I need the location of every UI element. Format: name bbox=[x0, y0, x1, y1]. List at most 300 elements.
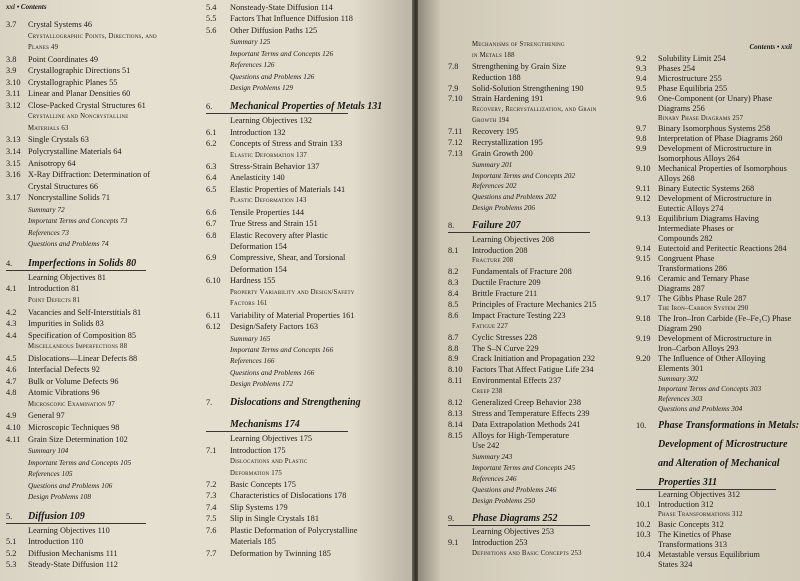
entry-title: Concepts of Stress and Strain 133 bbox=[230, 139, 343, 149]
section-number: 9.13 bbox=[636, 214, 651, 223]
entry-title: Point Defects 81 bbox=[28, 297, 81, 304]
entry-title: References 73 bbox=[28, 227, 69, 237]
entry-title: Dislocations and Plastic bbox=[230, 458, 308, 466]
section-number: 8. bbox=[448, 221, 455, 231]
section-heading bbox=[448, 116, 628, 126]
entry-title: Eutectoid and Peritectic Reactions 284 bbox=[658, 244, 787, 253]
toc-entry bbox=[206, 242, 406, 252]
entry-title: Isomorphous Alloys 264 bbox=[658, 154, 740, 163]
entry-title: Deformation 154 bbox=[230, 242, 287, 252]
toc-entry bbox=[6, 469, 204, 479]
section-number: 3.16 bbox=[6, 170, 21, 180]
section-number: 3.8 bbox=[6, 54, 17, 64]
section-heading bbox=[636, 304, 798, 314]
entry-title: Fracture 208 bbox=[472, 257, 514, 265]
toc-entry bbox=[636, 204, 798, 214]
toc-entry bbox=[636, 274, 798, 284]
toc-entry bbox=[448, 181, 628, 191]
toc-entry bbox=[6, 135, 204, 145]
entry-title: Important Terms and Concepts 202 bbox=[472, 170, 576, 180]
entry-title: Basic Concepts 175 bbox=[230, 479, 296, 489]
entry-title: Properties 311 bbox=[658, 476, 718, 488]
toc-entry bbox=[448, 365, 628, 375]
entry-title: Deformation by Twinning 185 bbox=[230, 548, 331, 558]
toc-entry bbox=[448, 431, 628, 441]
section-number: 4.7 bbox=[6, 376, 17, 386]
toc-entry bbox=[206, 208, 406, 218]
section-number: 8.9 bbox=[448, 354, 459, 364]
section-number: 9.9 bbox=[636, 144, 647, 153]
section-number: 9.6 bbox=[636, 94, 647, 103]
toc-entry bbox=[206, 345, 406, 355]
section-number: 3.13 bbox=[6, 135, 21, 145]
section-number: 4.10 bbox=[6, 423, 21, 433]
section-heading bbox=[448, 51, 628, 61]
entry-title: Development of Microstructure in bbox=[658, 194, 772, 203]
toc-entry bbox=[636, 64, 798, 74]
entry-title: Summary 302 bbox=[658, 374, 699, 383]
toc-entry bbox=[636, 324, 798, 334]
section-number: 4. bbox=[6, 258, 13, 268]
entry-title: Questions and Problems 126 bbox=[230, 71, 315, 81]
entry-title: Imperfections in Solids 80 bbox=[28, 257, 137, 269]
section-number: 6.4 bbox=[206, 173, 217, 183]
toc-entry bbox=[206, 446, 406, 456]
entry-title: Equilibrium Diagrams Having bbox=[658, 214, 759, 223]
toc-entry bbox=[6, 492, 204, 502]
section-number: 8.7 bbox=[448, 332, 459, 342]
toc-entry bbox=[6, 549, 204, 559]
entry-title: Miscellaneous Imperfections 88 bbox=[28, 343, 128, 351]
toc-entry bbox=[448, 441, 628, 451]
section-number: 5.3 bbox=[6, 560, 17, 570]
entry-title: Brittle Fracture 211 bbox=[472, 289, 538, 299]
toc-entry bbox=[636, 194, 798, 204]
section-number: 8.11 bbox=[448, 376, 463, 386]
section-number: 8.4 bbox=[448, 289, 459, 299]
toc-entry bbox=[448, 333, 628, 343]
toc-entry bbox=[636, 284, 798, 294]
toc-entry bbox=[6, 354, 204, 364]
toc-entry bbox=[448, 474, 628, 484]
toc-entry bbox=[636, 500, 798, 510]
entry-title: Crystal Structures 66 bbox=[28, 181, 99, 191]
toc-entry bbox=[636, 254, 798, 264]
section-number: 9.19 bbox=[636, 334, 651, 343]
entry-title: Crystal Systems 46 bbox=[28, 20, 93, 29]
toc-entry bbox=[206, 72, 406, 82]
entry-title: Hardness 155 bbox=[230, 276, 276, 286]
toc-entry bbox=[206, 379, 406, 389]
section-number: 7.8 bbox=[448, 61, 459, 71]
entry-title: References 105 bbox=[28, 469, 73, 479]
toc-entry bbox=[206, 514, 406, 524]
chapter-heading bbox=[206, 102, 406, 112]
section-heading bbox=[636, 114, 798, 124]
section-number: 9.17 bbox=[636, 294, 651, 303]
entry-title: Grain Growth 200 bbox=[472, 148, 533, 158]
toc-entry bbox=[6, 205, 204, 215]
section-number: 6.9 bbox=[206, 253, 217, 263]
section-number: 6.7 bbox=[206, 219, 217, 229]
entry-title: Impurities in Solids 83 bbox=[28, 319, 104, 329]
running-header-left: xxi • Contents bbox=[6, 3, 47, 11]
entry-title: Eutectic Alloys 274 bbox=[658, 204, 724, 213]
entry-title: Reduction 188 bbox=[472, 72, 521, 82]
entry-title: Dislocations and Strengthening bbox=[230, 397, 361, 409]
toc-entry bbox=[636, 530, 798, 540]
toc-entry bbox=[206, 128, 406, 138]
toc-entry bbox=[636, 74, 798, 84]
entry-title: Transformations 313 bbox=[658, 540, 728, 549]
chapter-heading bbox=[636, 421, 798, 431]
entry-title: Summary 72 bbox=[28, 204, 65, 214]
toc-entry bbox=[636, 394, 798, 404]
toc-entry bbox=[448, 94, 628, 104]
entry-title: Transformations 286 bbox=[658, 264, 728, 273]
toc-entry bbox=[636, 560, 798, 570]
entry-title: Other Diffusion Paths 125 bbox=[230, 25, 318, 35]
entry-title: Diagrams 287 bbox=[658, 284, 705, 293]
toc-entry bbox=[206, 60, 406, 70]
toc-entry bbox=[636, 124, 798, 134]
section-heading bbox=[206, 151, 406, 161]
entry-title: Deformation 154 bbox=[230, 264, 287, 274]
entry-title: Definitions and Basic Concepts 253 bbox=[472, 550, 582, 558]
section-number: 8.3 bbox=[448, 278, 459, 288]
section-number: 7.2 bbox=[206, 479, 217, 489]
section-heading bbox=[6, 43, 204, 53]
entry-title: Important Terms and Concepts 126 bbox=[230, 48, 334, 58]
toc-entry bbox=[636, 154, 798, 164]
toc-entry bbox=[636, 404, 798, 414]
section-number: 4.11 bbox=[6, 434, 21, 444]
entry-title: Elastic Properties of Materials 141 bbox=[230, 184, 346, 194]
entry-title: Cyclic Stresses 228 bbox=[472, 332, 537, 342]
chapter-heading bbox=[206, 398, 406, 408]
toc-entry bbox=[636, 164, 798, 174]
entry-title: Interpretation of Phase Diagrams 260 bbox=[658, 134, 783, 143]
chapter-heading bbox=[448, 514, 628, 524]
entry-title: Introduction 312 bbox=[658, 500, 714, 509]
toc-entry bbox=[448, 84, 628, 94]
section-number: 3.7 bbox=[6, 20, 17, 29]
entry-title: Learning Objectives 81 bbox=[28, 272, 106, 282]
section-number: 6.10 bbox=[206, 276, 221, 286]
section-heading bbox=[6, 112, 204, 122]
entry-title: Introduction 175 bbox=[230, 445, 286, 455]
section-number: 9.14 bbox=[636, 244, 651, 253]
chapter-heading bbox=[636, 459, 798, 469]
section-number: 5.2 bbox=[6, 548, 17, 558]
entry-title: Development of Microstructure in bbox=[658, 334, 772, 343]
toc-entry bbox=[448, 398, 628, 408]
section-heading bbox=[448, 40, 628, 50]
toc-entry bbox=[206, 49, 406, 59]
section-number: 4.3 bbox=[6, 319, 17, 329]
toc-entry bbox=[206, 322, 406, 332]
toc-entry bbox=[636, 354, 798, 364]
toc-entry bbox=[448, 354, 628, 364]
entry-title: Creep 238 bbox=[472, 388, 503, 396]
toc-entry bbox=[6, 20, 204, 30]
entry-title: Steady-State Diffusion 112 bbox=[28, 560, 118, 570]
entry-title: Slip Systems 179 bbox=[230, 502, 288, 512]
chapter-heading bbox=[206, 420, 406, 430]
entry-title: Learning Objectives 110 bbox=[28, 525, 110, 535]
entry-title: Important Terms and Concepts 303 bbox=[658, 384, 762, 393]
running-header-right: Contents • xxii bbox=[749, 43, 792, 51]
section-number: 5.4 bbox=[206, 3, 217, 12]
toc-entry bbox=[206, 311, 406, 321]
section-heading bbox=[636, 510, 798, 520]
section-heading bbox=[448, 387, 628, 397]
toc-entry bbox=[448, 192, 628, 202]
entry-title: Design Problems 108 bbox=[28, 492, 91, 502]
entry-title: Impact Fracture Testing 223 bbox=[472, 310, 566, 320]
section-heading bbox=[6, 342, 204, 352]
entry-title: Diagrams 256 bbox=[658, 104, 705, 113]
toc-entry bbox=[6, 331, 204, 341]
entry-title: Point Coordinates 49 bbox=[28, 54, 99, 64]
entry-title: Binary Phase Diagrams 257 bbox=[658, 115, 744, 122]
entry-title: Mechanisms of Strengthening bbox=[472, 41, 565, 48]
toc-entry bbox=[636, 344, 798, 354]
toc-entry bbox=[6, 216, 204, 226]
section-number: 4.5 bbox=[6, 353, 17, 363]
entry-title: Generalized Creep Behavior 238 bbox=[472, 397, 581, 407]
toc-entry bbox=[448, 376, 628, 386]
entry-title: Important Terms and Concepts 166 bbox=[230, 344, 334, 354]
toc-entry bbox=[6, 377, 204, 387]
section-number: 8.15 bbox=[448, 430, 463, 440]
toc-entry bbox=[636, 134, 798, 144]
entry-title: Design Problems 129 bbox=[230, 83, 293, 93]
section-heading bbox=[448, 549, 628, 559]
section-number: 3.14 bbox=[6, 147, 21, 157]
entry-title: Close-Packed Crystal Structures 61 bbox=[28, 100, 146, 110]
entry-title: Growth 194 bbox=[472, 117, 510, 125]
section-number: 8.8 bbox=[448, 343, 459, 353]
toc-entry bbox=[6, 411, 204, 421]
entry-title: Plastic Deformation 143 bbox=[230, 197, 307, 205]
entry-title: Use 242 bbox=[472, 441, 500, 451]
entry-title: Diffusion 109 bbox=[28, 510, 85, 522]
entry-title: Important Terms and Concepts 105 bbox=[28, 457, 132, 467]
section-number: 6.12 bbox=[206, 322, 221, 332]
section-number: 9.7 bbox=[636, 124, 647, 133]
entry-title: Elastic Deformation 137 bbox=[230, 151, 307, 159]
chapter-heading bbox=[448, 221, 628, 231]
toc-entry bbox=[6, 560, 204, 570]
section-number: 10.4 bbox=[636, 550, 651, 559]
entry-title: Binary Eutectic Systems 268 bbox=[658, 184, 755, 193]
entry-title: Tensile Properties 144 bbox=[230, 207, 305, 217]
toc-entry bbox=[6, 319, 204, 329]
entry-title: Anelasticity 140 bbox=[230, 173, 285, 183]
entry-title: Noncrystalline Solids 71 bbox=[28, 193, 111, 203]
toc-entry bbox=[206, 368, 406, 378]
toc-entry bbox=[448, 496, 628, 506]
section-number: 9.1 bbox=[448, 538, 459, 548]
entry-title: General 97 bbox=[28, 411, 65, 421]
section-number: 6.5 bbox=[206, 184, 217, 194]
toc-entry bbox=[206, 139, 406, 149]
chapter-heading bbox=[636, 478, 798, 488]
entry-title: References 303 bbox=[658, 394, 703, 403]
toc-entry bbox=[6, 239, 204, 249]
entry-title: Phase Transformations 312 bbox=[658, 511, 743, 518]
section-number: 8.10 bbox=[448, 365, 463, 375]
entry-title: Fatigue 227 bbox=[472, 322, 508, 330]
section-number: 9.11 bbox=[636, 184, 651, 193]
entry-title: Summary 165 bbox=[230, 333, 271, 343]
toc-entry bbox=[206, 253, 406, 263]
toc-entry bbox=[206, 219, 406, 229]
section-heading bbox=[6, 32, 204, 42]
section-number: 5.6 bbox=[206, 25, 217, 35]
entry-title: in Metals 188 bbox=[472, 51, 515, 59]
entry-title: References 246 bbox=[472, 474, 517, 484]
toc-entry bbox=[636, 294, 798, 304]
entry-title: Crystallographic Points, Directions, and bbox=[28, 32, 157, 40]
entry-title: The Iron–Iron Carbide (Fe–Fe₃C) Phase bbox=[658, 314, 792, 323]
entry-title: Plastic Deformation of Polycrystalline bbox=[230, 525, 358, 535]
entry-title: Data Extrapolation Methods 241 bbox=[472, 419, 581, 429]
entry-title: Nonsteady-State Diffusion 114 bbox=[230, 3, 333, 12]
entry-title: Factors That Influence Diffusion 118 bbox=[230, 14, 353, 24]
toc-entry bbox=[448, 289, 628, 299]
entry-title: Characteristics of Dislocations 178 bbox=[230, 491, 347, 501]
entry-title: Crack Initiation and Propagation 232 bbox=[472, 354, 596, 364]
section-number: 9.3 bbox=[636, 64, 647, 73]
entry-title: The S–N Curve 229 bbox=[472, 343, 539, 353]
toc-entry bbox=[206, 356, 406, 366]
entry-title: Failure 207 bbox=[472, 220, 521, 232]
entry-title: Specification of Composition 85 bbox=[28, 330, 137, 340]
entry-title: Mechanisms 174 bbox=[230, 419, 300, 431]
section-number: 3.11 bbox=[6, 89, 21, 99]
entry-title: Questions and Problems 246 bbox=[472, 484, 557, 494]
section-number: 8.5 bbox=[448, 300, 459, 309]
toc-entry bbox=[206, 3, 406, 13]
toc-entry bbox=[6, 388, 204, 398]
toc-entry bbox=[206, 173, 406, 183]
toc-entry bbox=[206, 37, 406, 47]
section-number: 10.3 bbox=[636, 530, 651, 539]
section-number: 9.5 bbox=[636, 84, 647, 93]
entry-title: Polycrystalline Materials 64 bbox=[28, 147, 122, 157]
chapter-heading bbox=[6, 512, 204, 522]
chapter-rule bbox=[206, 113, 348, 114]
section-number: 7.4 bbox=[206, 502, 217, 512]
toc-entry bbox=[6, 170, 204, 180]
toc-entry bbox=[448, 62, 628, 72]
toc-entry bbox=[206, 503, 406, 513]
section-number: 5.1 bbox=[6, 537, 17, 547]
toc-entry bbox=[636, 490, 798, 500]
entry-title: Design Problems 250 bbox=[472, 495, 535, 505]
entry-title: The Gibbs Phase Rule 287 bbox=[658, 294, 747, 303]
entry-title: States 324 bbox=[658, 560, 693, 569]
toc-entry bbox=[448, 73, 628, 83]
entry-title: Microscopic Examination 97 bbox=[28, 400, 115, 408]
toc-entry bbox=[6, 446, 204, 456]
entry-title: Ductile Fracture 209 bbox=[472, 278, 541, 288]
section-number: 10. bbox=[636, 420, 647, 430]
toc-entry bbox=[6, 284, 204, 294]
toc-entry bbox=[636, 540, 798, 550]
toc-entry bbox=[448, 300, 628, 310]
section-heading bbox=[206, 299, 406, 309]
entry-title: Summary 125 bbox=[230, 37, 271, 47]
section-number: 7.13 bbox=[448, 148, 463, 158]
toc-entry bbox=[206, 116, 406, 126]
entry-title: Questions and Problems 106 bbox=[28, 480, 113, 490]
entry-title: Phase Equilibria 255 bbox=[658, 84, 728, 93]
section-number: 5.5 bbox=[206, 14, 217, 24]
toc-entry bbox=[6, 182, 204, 192]
toc-entry bbox=[206, 434, 406, 444]
entry-title: X-Ray Diffraction: Determination of bbox=[28, 170, 151, 180]
chapter-rule bbox=[448, 232, 590, 233]
entry-title: Phase Diagrams 252 bbox=[472, 512, 558, 524]
section-number: 4.8 bbox=[6, 388, 17, 398]
entry-title: Learning Objectives 208 bbox=[472, 234, 555, 244]
entry-title: Important Terms and Concepts 245 bbox=[472, 463, 576, 473]
toc-entry bbox=[6, 159, 204, 169]
section-number: 4.9 bbox=[6, 411, 17, 421]
toc-entry bbox=[6, 66, 204, 76]
toc-entry bbox=[448, 463, 628, 473]
entry-title: Basic Concepts 312 bbox=[658, 520, 724, 529]
section-number: 7. bbox=[206, 398, 213, 408]
section-number: 9.4 bbox=[636, 74, 647, 83]
entry-title: Vacancies and Self-Interstitials 81 bbox=[28, 307, 142, 317]
entry-title: Strengthening by Grain Size bbox=[472, 61, 567, 71]
section-number: 7.7 bbox=[206, 548, 217, 558]
entry-title: Deformation 175 bbox=[230, 469, 283, 477]
entry-title: Introduction 208 bbox=[472, 245, 528, 255]
toc-entry bbox=[6, 147, 204, 157]
section-number: 8.6 bbox=[448, 310, 459, 320]
toc-entry bbox=[206, 83, 406, 93]
toc-entry bbox=[6, 458, 204, 468]
right-page bbox=[418, 0, 800, 581]
toc-entry bbox=[206, 26, 406, 36]
entry-title: Development of Microstructure in bbox=[658, 144, 772, 153]
section-number: 9.12 bbox=[636, 194, 651, 203]
toc-entry bbox=[448, 344, 628, 354]
chapter-rule bbox=[6, 523, 146, 524]
entry-title: Crystallographic Planes 55 bbox=[28, 77, 118, 87]
toc-entry bbox=[6, 89, 204, 99]
section-number: 9.2 bbox=[636, 54, 647, 63]
entry-title: Solid-Solution Strengthening 190 bbox=[472, 83, 584, 93]
entry-title: Design/Safety Factors 163 bbox=[230, 322, 319, 332]
toc-entry bbox=[6, 423, 204, 433]
chapter-rule bbox=[448, 525, 590, 526]
section-number: 6.2 bbox=[206, 139, 217, 149]
section-number: 4.1 bbox=[6, 284, 17, 294]
section-number: 6.6 bbox=[206, 207, 217, 217]
toc-entry bbox=[636, 184, 798, 194]
toc-entry bbox=[448, 171, 628, 181]
toc-entry bbox=[448, 538, 628, 548]
section-number: 10.2 bbox=[636, 520, 651, 529]
toc-entry bbox=[6, 55, 204, 65]
entry-title: Property Variability and Design/Safety bbox=[230, 288, 355, 296]
